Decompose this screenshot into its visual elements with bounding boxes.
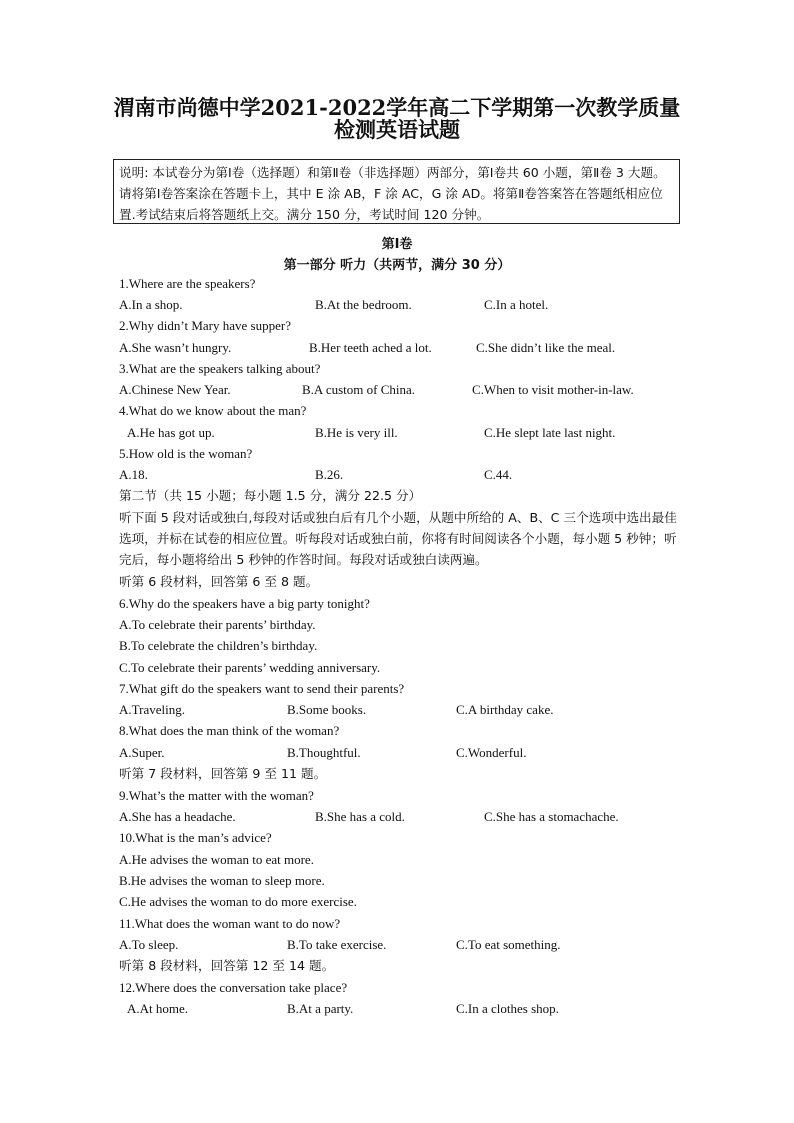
question-1: 1.Where are the speakers? xyxy=(119,276,256,291)
question-11: 11.What does the woman want to do now? xyxy=(119,916,341,931)
instructions-box: 说明: 本试卷分为第Ⅰ卷（选择题）和第Ⅱ卷（非选择题）两部分，第Ⅰ卷共 60 小题，第Ⅱ卷 3 大题。请将第Ⅰ卷答案涂在答题卡上，其中 E 涂 AB，F 涂 AC，G 涂 AD。将第Ⅱ卷答案答在答题纸相应位置.考试结束后将答题纸上交。满分 150 分，考试时间 120 分钟。 xyxy=(113,159,680,224)
question-3: 3.What are the speakers talking about? xyxy=(119,361,321,376)
q3-option-c: C.When to visit mother-in-law. xyxy=(472,382,634,397)
q9-option-c: C.She has a stomachache. xyxy=(484,809,619,824)
exam-title-line1: 渭南市尚德中学2021-2022学年高二下学期第一次教学质量 xyxy=(113,95,681,120)
q11-option-b: B.To take exercise. xyxy=(287,937,387,952)
q8-option-a: A.Super. xyxy=(119,745,165,760)
q11-option-a: A.To sleep. xyxy=(119,937,179,952)
volume-title: 第Ⅰ卷 xyxy=(381,237,413,252)
q8-option-c: C.Wonderful. xyxy=(456,745,527,760)
q10-option-c: C.He advises the woman to do more exercise. xyxy=(119,894,357,909)
question-10: 10.What is the man’s advice? xyxy=(119,830,272,845)
q1-option-a: A.In a shop. xyxy=(119,297,183,312)
question-8: 8.What does the man think of the woman? xyxy=(119,723,340,738)
section2-description: 听下面 5 段对话或独白,每段对话或独白后有几个小题，从题中所给的 A、B、C 三个选项中选出最佳选项，并标在试卷的相应位置。听每段对话或独白前，你将有时间阅读各个小题，每小题 5 秒钟；听完后，每小题将给出 5 秒钟的作答时间。每段对话或独白读两遍。 xyxy=(119,510,677,567)
q4-option-c: C.He slept late last night. xyxy=(484,425,616,440)
q1-option-b: B.At the bedroom. xyxy=(315,297,412,312)
question-9: 9.What’s the matter with the woman? xyxy=(119,788,314,803)
material-6-heading: 听第 6 段材料，回答第 6 至 8 题。 xyxy=(119,574,319,589)
q4-option-a: A.He has got up. xyxy=(127,425,215,440)
question-2: 2.Why didn’t Mary have supper? xyxy=(119,318,291,333)
material-8-heading: 听第 8 段材料，回答第 12 至 14 题。 xyxy=(119,958,335,973)
q9-option-a: A.She has a headache. xyxy=(119,809,236,824)
exam-title-line2: 检测英语试题 xyxy=(334,117,460,142)
q5-option-a: A.18. xyxy=(119,467,148,482)
q4-option-b: B.He is very ill. xyxy=(315,425,398,440)
part-title: 第一部分 听力（共两节，满分 30 分） xyxy=(283,258,511,273)
q9-option-b: B.She has a cold. xyxy=(315,809,405,824)
q11-option-c: C.To eat something. xyxy=(456,937,561,952)
q10-option-b: B.He advises the woman to sleep more. xyxy=(119,873,325,888)
q5-option-c: C.44. xyxy=(484,467,513,482)
q3-option-b: B.A custom of China. xyxy=(302,382,416,397)
q2-option-a: A.She wasn’t hungry. xyxy=(119,340,232,355)
q7-option-c: C.A birthday cake. xyxy=(456,702,554,717)
q3-option-a: A.Chinese New Year. xyxy=(119,382,231,397)
q2-option-b: B.Her teeth ached a lot. xyxy=(309,340,432,355)
q10-option-a: A.He advises the woman to eat more. xyxy=(119,852,314,867)
section2-title: 第二节（共 15 小题；每小题 1.5 分，满分 22.5 分） xyxy=(119,488,422,503)
question-6: 6.Why do the speakers have a big party tonight? xyxy=(119,596,370,611)
q6-option-a: A.To celebrate their parents’ birthday. xyxy=(119,617,316,632)
q5-option-b: B.26. xyxy=(315,467,344,482)
q6-option-b: B.To celebrate the children’s birthday. xyxy=(119,638,318,653)
question-7: 7.What gift do the speakers want to send their parents? xyxy=(119,681,405,696)
question-5: 5.How old is the woman? xyxy=(119,446,253,461)
question-4: 4.What do we know about the man? xyxy=(119,403,307,418)
q8-option-b: B.Thoughtful. xyxy=(287,745,361,760)
q12-option-b: B.At a party. xyxy=(287,1001,354,1016)
q7-option-b: B.Some books. xyxy=(287,702,367,717)
q12-option-a: A.At home. xyxy=(127,1001,189,1016)
q1-option-c: C.In a hotel. xyxy=(484,297,549,312)
q2-option-c: C.She didn’t like the meal. xyxy=(476,340,616,355)
q12-option-c: C.In a clothes shop. xyxy=(456,1001,559,1016)
question-12: 12.Where does the conversation take place? xyxy=(119,980,348,995)
q6-option-c: C.To celebrate their parents’ wedding anniversary. xyxy=(119,660,381,675)
q7-option-a: A.Traveling. xyxy=(119,702,185,717)
material-7-heading: 听第 7 段材料，回答第 9 至 11 题。 xyxy=(119,766,327,781)
